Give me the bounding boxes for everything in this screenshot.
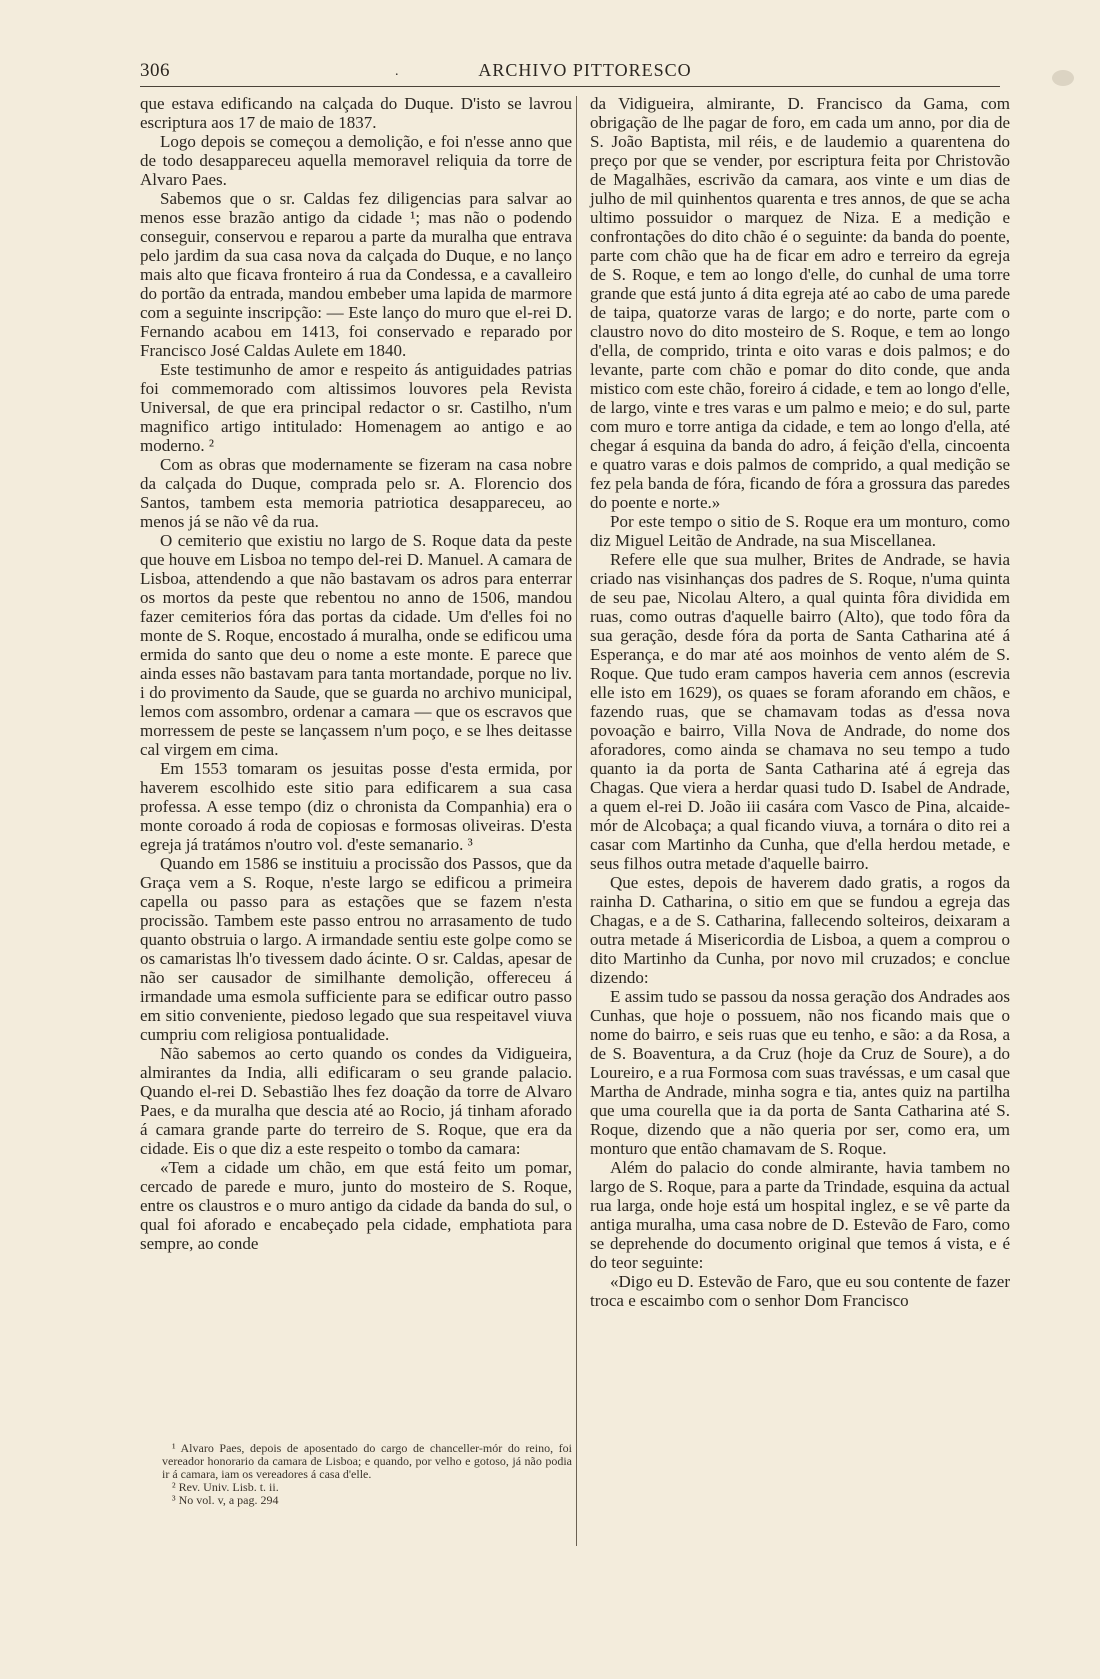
right-column <box>590 94 1010 1310</box>
paragraph: Não sabemos ao certo quando os condes da Vidigueira, almirantes da India, alli edificaram o seu grande palacio. Quando el-rei D. Sebastião lhes fez doação da torre de Alvaro Paes, e da muralha que descia até ao Rocio, já tinham aforado á camara grande parte do terreiro de S. Roque, que era da cidade. Eis o que diz a este respeito o tombo da camara: <box>140 1044 572 1158</box>
page-number: 306 <box>140 60 170 81</box>
paragraph: «Digo eu D. Estevão de Faro, que eu sou contente de fazer troca e escaimbo com o senhor Dom Francisco <box>590 1272 1010 1310</box>
column-divider <box>576 96 577 1546</box>
paragraph: E assim tudo se passou da nossa geração dos Andrades aos Cunhas, que hoje o possuem, não nos ficando mais que o nome do bairro, e seis ruas que eu tenho, e são: a da Rosa, a de S. Boaventura, a da Cruz (hoje da Cruz de Soure), a do Loureiro, e a rua Formosa com suas travéssas, e um casal que Martha de Andrade, minha sogra e tia, antes quiz na partilha que uma courella que ia da porta de Santa Catharina até S. Roque, dizendo que a não queria por ser, como era, um monturo que então chamavam de S. Roque. <box>590 987 1010 1158</box>
left-column <box>140 94 572 1253</box>
footnote: ³ No vol. v, a pag. 294 <box>172 1493 279 1507</box>
paragraph: Sabemos que o sr. Caldas fez diligencias para salvar ao menos esse brazão antigo da cidade ¹; mas não o podendo conseguir, conservou e reparou a parte da muralha que entrava pelo jardim da sua casa nova da calçada do Duque, e no lanço mais alto que ficava fronteiro á rua da Condessa, e a cavalleiro do portão da entrada, mandou embeber uma lapida de marmore com a seguinte inscripção: — Este lanço do muro que el-rei D. Fernando acabou em 1413, foi conservado e reparado por Francisco José Caldas Aulete em 1840. <box>140 189 572 360</box>
page-header <box>140 60 1000 88</box>
paragraph: Logo depois se começou a demolição, e foi n'esse anno que de todo desappareceu aquella memoravel reliquia da torre de Alvaro Paes. <box>140 132 572 189</box>
paragraph: que estava edificando na calçada do Duque. D'isto se lavrou escriptura aos 17 de maio de 1837. <box>140 94 572 132</box>
footnote: ¹ Alvaro Paes, depois de aposentado do cargo de chanceller-mór do reino, foi vereador honorario da camara de Lisboa; e quando, por velho e gotoso, já não podia ir á camara, iam os vereadores á casa d'elle. <box>162 1441 572 1481</box>
paragraph: Além do palacio do conde almirante, havia tambem no largo de S. Roque, para a parte da Trindade, esquina da actual rua larga, onde hoje está um hospital inglez, e se vê parte da antiga muralha, uma casa nobre de D. Estevão de Faro, como se deprehende do documento original que temos á vista, e é do teor seguinte: <box>590 1158 1010 1272</box>
running-title: ARCHIVO PITTORESCO <box>478 60 692 80</box>
paragraph: da Vidigueira, almirante, D. Francisco da Gama, com obrigação de lhe pagar de foro, em cada um anno, por dia de S. João Baptista, mil réis, e de laudemio a quarentena do preço por que se vender, por escriptura feita por Christovão de Magalhães, escrivão da camara, aos vinte e um dias de julho de mil quinhentos quarenta e tres annos, de que se acha ultimo possuidor o marquez de Niza. E a medição e confrontações do dito chão é o seguinte: da banda do poente, parte com chão que ha de ficar em adro e terreiro da egreja de S. Roque, e tem ao longo d'elle, do cunhal de uma torre grande que está junto á dita egreja até ao cabo de uma parede de taipa, quatorze varas de largo; e do norte, parte com o claustro novo do dito mosteiro de S. Roque, e tem ao longo d'ella, de comprido, trinta e oito varas e dois palmos; e do levante, parte com chão e pomar do dito conde, que anda mistico com este chão, foreiro á cidade, e tem ao longo d'elle, de largo, vinte e tres varas e um palmo e meio; e do sul, parte com muro e torre antiga da cidade, e tem ao longo d'ella, até chegar á esquina da banda do adro, á feição d'ella, cincoenta e quatro varas e dois palmos de comprido, a qual medição se fez pela banda de fóra, ficando de fóra a grossura das paredes do poente e norte.» <box>590 94 1010 512</box>
paragraph: Que estes, depois de haverem dado gratis, a rogos da rainha D. Catharina, o sitio em que se fundou a egreja das Chagas, e a de S. Catharina, fallecendo solteiros, deixaram a outra metade á Misericordia de Lisboa, a quem a comprou o dito Martinho da Cunha, por novo mil cruzados; e conclue dizendo: <box>590 873 1010 987</box>
paragraph: Este testimunho de amor e respeito ás antiguidades patrias foi commemorado com altissimos louvores pela Revista Universal, de que era principal redactor o sr. Castilho, n'um magnifico artigo intitulado: Homenagem ao antigo e ao moderno. ² <box>140 360 572 455</box>
paragraph: Em 1553 tomaram os jesuitas posse d'esta ermida, por haverem escolhido este sitio para edificarem a sua casa professa. A esse tempo (diz o chronista da Companhia) era o monte coroado á roda de copiosas e formosas oliveiras. D'esta egreja já tratámos n'outro vol. d'este semanario. ³ <box>140 759 572 854</box>
paragraph: Refere elle que sua mulher, Brites de Andrade, se havia criado nas visinhanças dos padres de S. Roque, n'uma quinta de seu pae, Nicolau Altero, a qual quinta fôra dividida em ruas, como outras d'aquelle bairro (Alto), que todo fôra da sua geração, desde fóra da porta de Santa Catharina até á Esperança, e do mar até aos moinhos de vento além de S. Roque. Que tudo eram campos haveria cem annos (escrevia elle isto em 1629), os quaes se foram aforando em chãos, e fazendo ruas, que se chamavam todas as d'essa nova povoação e bairro, Villa Nova de Andrade, do nome dos aforadores, como ainda se chamava no seu tempo a tudo quanto ia da porta de Santa Catharina até á egreja das Chagas. Que viera a herdar quasi tudo D. Isabel de Andrade, a quem el-rei D. João iii casára com Vasco de Pina, alcaide-mór de Alcobaça; a qual ficando viuva, a tornára o dito rei a casar com Martinho da Cunha, que d'ella herdou metade, e seus filhos outra metade d'aquelle bairro. <box>590 550 1010 873</box>
footnote: ² Rev. Univ. Lisb. t. ii. <box>172 1480 279 1494</box>
ink-stain <box>1052 70 1074 86</box>
header-rule <box>140 86 1000 87</box>
paragraph: O cemiterio que existiu no largo de S. Roque data da peste que houve em Lisboa no tempo del-rei D. Manuel. A camara de Lisboa, attendendo a que não bastavam os adros para enterrar os mortos da peste que rebentou no anno de 1506, mandou fazer cemiterios fóra das portas da cidade. Um d'elles foi no monte de S. Roque, encostado á muralha, onde se edificou uma ermida do santo que deu o nome a este monte. E parece que ainda esses não bastavam para tanta mortandade, porque no liv. i do provimento da Saude, que se guarda no archivo municipal, lemos com assombro, ordenar a camara — que os escravos que morressem de peste se lançassem n'um poço, e se lhes deitasse cal virgem em cima. <box>140 531 572 759</box>
paragraph: Por este tempo o sitio de S. Roque era um monturo, como diz Miguel Leitão de Andrade, na sua Miscellanea. <box>590 512 1010 550</box>
paragraph: Quando em 1586 se instituiu a procissão dos Passos, que da Graça vem a S. Roque, n'este largo se edificou a primeira capella ou passo para as estações que se fazem n'esta procissão. Tambem este passo entrou no arrasamento de tudo quanto obstruia o largo. A irmandade sentiu este golpe como se os camaristas lh'o tivessem dado ácinte. O sr. Caldas, apesar de não ser causador de similhante demolição, offereceu á irmandade uma esmola sufficiente para se edificar outro passo em sitio conveniente, piedoso legado que sua respeitavel viuva cumpriu com religiosa pontualidade. <box>140 854 572 1044</box>
paragraph: Com as obras que modernamente se fizeram na casa nobre da calçada do Duque, comprada pelo sr. A. Florencio dos Santos, tambem esta memoria patriotica desappareceu, ao menos já se não vê da rua. <box>140 455 572 531</box>
header-dot: . <box>395 64 399 79</box>
footnotes <box>162 1442 572 1507</box>
paragraph: «Tem a cidade um chão, em que está feito um pomar, cercado de parede e muro, junto do mosteiro de S. Roque, entre os claustros e o muro antigo da cidade da banda do sul, o qual foi aforado e encabeçado pela cidade, emphatiota para sempre, ao conde <box>140 1158 572 1253</box>
